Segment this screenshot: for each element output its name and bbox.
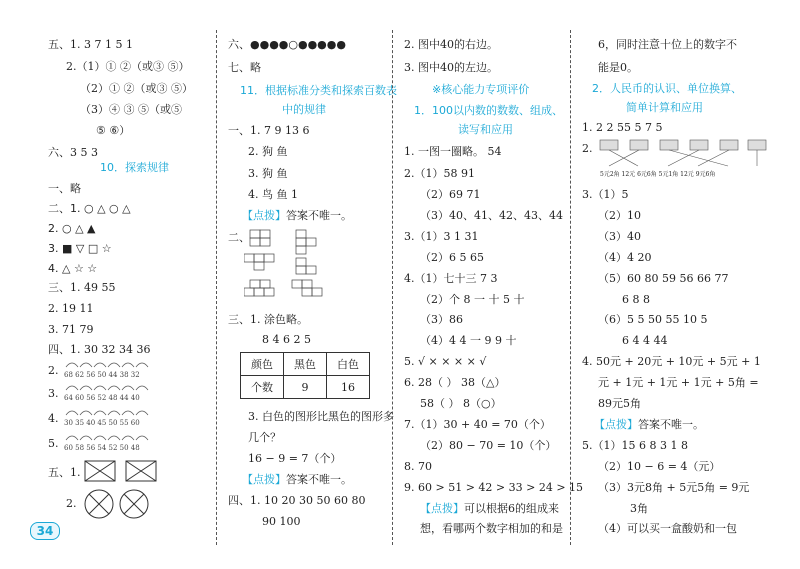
arc-diagram [62,431,162,441]
text-line: 2. [48,364,59,377]
text-line: 3. 图中40的左边。 [404,61,498,74]
text-line: 6. 28（ ） 38（△） [404,376,506,389]
arc-diagram [62,406,162,416]
section-title: 1．100以内数的数数、组成、 [414,104,563,117]
tip-tag: 【点拨】 [420,502,464,515]
text-line: 元 + 1元 + 1元 + 1元 + 5角 = [598,376,759,389]
section-title: 中的规律 [282,103,326,116]
text-line: （2）① ②（或③ ⑤） [80,82,193,95]
table-cell: 9 [284,376,327,399]
text-line: （4）可以买一盒酸奶和一包 [598,522,737,535]
section-title: 2．人民币的认识、单位换算、 [592,82,742,95]
text-line: 3. 71 79 [48,323,94,336]
arc-diagram [62,381,162,391]
text-line: 3. 白色的图形比黑色的图形多 [248,410,394,423]
text-line: （2）6 5 65 [420,251,484,264]
text-line: 3.（1）5 [582,188,629,201]
tip-tag: 【点拨】 [594,418,638,431]
number-sequence: 30 35 40 45 50 55 60 [64,419,140,427]
tip-text: 答案不唯一。 [286,473,352,486]
section-title: ※核心能力专项评价 [432,83,530,96]
text-line: 8 4 6 2 5 [262,333,311,346]
text-line: （2）10 [598,209,641,222]
text-line: 90 100 [262,515,301,528]
hundreds-chart-fragments [244,228,334,302]
text-line: （6）5 5 50 55 10 5 [598,313,708,326]
text-line: 五、1. 3 7 1 5 1 [48,38,133,51]
circle-diagram [84,488,154,520]
table-header: 白色 [327,353,370,376]
column-divider [216,30,217,545]
table-header: 颜色 [241,353,284,376]
text-line: 16 − 9 = 7（个） [248,452,342,465]
text-line: （2）80 − 70 = 10（个） [420,439,557,452]
text-line: 2. [66,497,77,510]
tip [242,209,352,223]
text-line: 四、1. 30 32 34 36 [48,343,151,356]
section-title: 11．根据标准分类和探索百数表 [240,84,397,97]
text-line: 4. △ ☆ ☆ [48,262,98,275]
text-line: （2）69 71 [420,188,481,201]
tip-tag: 【点拨】 [242,209,286,222]
text-line: 3. [48,387,59,400]
text-line: 六、3 5 3 [48,146,98,159]
text-line: 4. 鸟 鱼 1 [248,188,298,201]
text-line: 3角 [630,502,648,515]
text-line: 二、 [228,231,250,244]
tip [242,473,352,487]
text-line: 2. [582,142,593,155]
number-sequence: 64 60 56 52 48 44 40 [64,394,140,402]
text-line: 2.（1）58 91 [404,167,475,180]
text-line: 6 8 8 [622,293,650,306]
text-line: 5. [48,437,59,450]
text-line: 五、1. [48,466,81,479]
page-number: 34 [30,522,60,540]
count-table [240,352,370,399]
text-line: 3. 狗 鱼 [248,167,288,180]
tip-text: 可以根据6的组成来 [464,502,559,515]
text-line: 4. 50元 + 20元 + 10元 + 5元 + 1 [582,355,761,368]
text-line: 二、1. ○ △ ○ △ [48,202,131,215]
text-line: 2.（1）① ②（或③ ⑤） [66,60,190,73]
text-line: 1. 2 2 55 5 7 5 [582,121,663,134]
money-values: 5元2角 12元 6元6角 5元1角 12元 9元6角 [600,171,716,178]
text-line: 能是0。 [598,61,638,74]
table-cell: 个数 [241,376,284,399]
text-line: （2）10 − 6 = 4（元） [598,460,721,473]
tip-text: 答案不唯一。 [638,418,704,431]
section-title: 10．探索规律 [100,161,169,174]
tip [420,502,559,516]
text-line: 2. 19 11 [48,302,94,315]
text-line: 58（ ） 8（○） [420,397,502,410]
text-line: （4）4 20 [598,251,652,264]
text-line: 六、●●●●○●●●●● [228,38,346,51]
text-line: ⑤ ⑥） [96,124,131,137]
text-line: 2. 图中40的右边。 [404,38,498,51]
section-title: 简单计算和应用 [626,101,703,114]
text-line: 七、略 [228,61,261,74]
text-line: （3）3元8角 + 5元5角 = 9元 [598,481,750,494]
text-line: （4）4 4 一 9 9 十 [420,334,517,347]
text-line: 一、1. 7 9 13 6 [228,124,310,137]
text-line: （3）④ ③ ⑤（或⑤ [80,103,182,116]
arc-diagram [62,358,162,368]
text-line: 4. [48,412,59,425]
number-sequence: 60 58 56 54 52 50 48 [64,444,140,452]
text-line: 2. 狗 鱼 [248,145,288,158]
text-line: 一、略 [48,182,81,195]
text-line: 5.（1）15 6 8 3 1 8 [582,439,688,452]
text-line: 6，同时注意十位上的数字不 [598,38,737,51]
text-line: 7.（1）30 + 40 = 70（个） [404,418,551,431]
tip-tag: 【点拨】 [242,473,286,486]
text-line: 1. 一图一圈略。 54 [404,145,502,158]
text-line: 8. 70 [404,460,432,473]
text-line: 2. ○ △ ▲ [48,222,96,235]
text-line: （3）86 [420,313,463,326]
text-line: 5. √ × × × × √ [404,355,487,368]
text-line: （3）40、41、42、43、44 [420,209,563,222]
envelope-diagram [84,458,164,484]
text-line: 三、1. 涂色略。 [228,313,308,326]
text-line: 3.（1）3 1 31 [404,230,479,243]
text-line: 6 4 4 44 [622,334,668,347]
text-line: 4.（1）七十三 7 3 [404,272,498,285]
text-line: 想，看哪两个数字相加的和是 [420,522,563,535]
text-line: 几个？ [248,431,281,444]
text-line: 3. ■ ▽ □ ☆ [48,242,112,255]
text-line: 三、1. 49 55 [48,281,116,294]
table-cell: 16 [327,376,370,399]
text-line: 四、1. 10 20 30 50 60 80 [228,494,366,507]
column-divider [570,30,571,545]
number-sequence: 68 62 56 50 44 38 32 [64,371,140,379]
text-line: 89元5角 [598,397,641,410]
text-line: 9. 60 > 51 > 42 > 33 > 24 > 15 [404,481,584,494]
text-line: （3）40 [598,230,641,243]
section-title: 读写和应用 [458,123,513,136]
column-divider [392,30,393,545]
tip [594,418,704,432]
text-line: （5）60 80 59 56 66 77 [598,272,729,285]
tip-text: 答案不唯一。 [286,209,352,222]
table-header: 黑色 [284,353,327,376]
text-line: （2）个 8 一 十 5 十 [420,293,525,306]
